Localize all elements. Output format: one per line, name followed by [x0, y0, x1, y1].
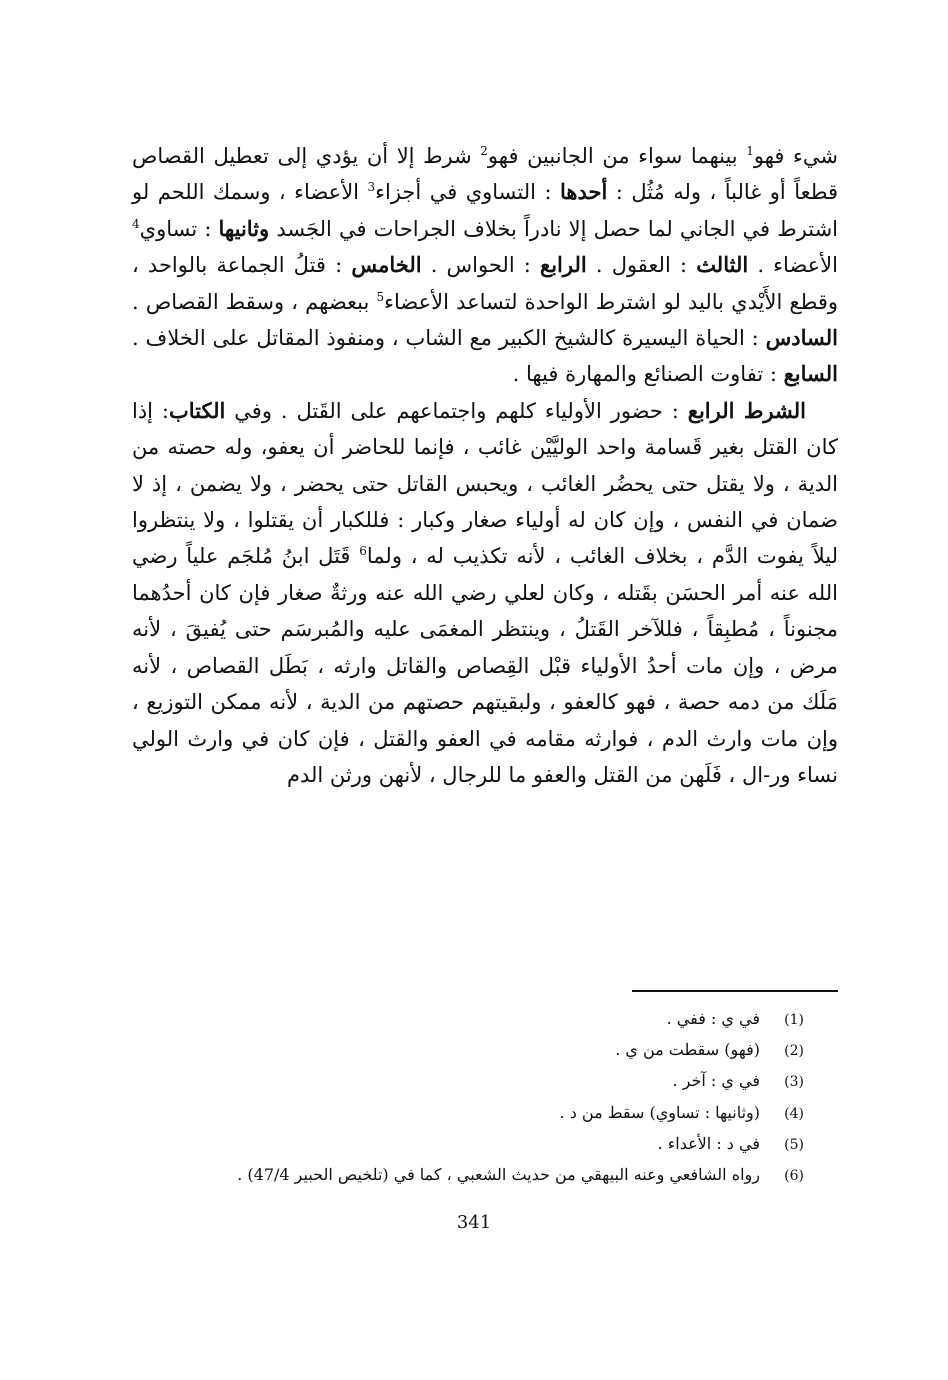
- text-run: شرط إلا أن يؤدي إلى تعطيل القصاص قطعاً أو غالباً ، وله مُثُل :: [132, 144, 838, 205]
- footnote-number: (4): [784, 1105, 804, 1122]
- footnote-number: (5): [784, 1136, 804, 1153]
- text-run: : إذا كان القتل بغير قَسامة واحد الوليَّيْن غائب ، فإنما للحاضر أن يعفو، وله حصته من الدية ، ولا يقتل حتى يحضُر الغائب ، ويحبس القاتل حتى يحضر ، ولا يضمن ، إذ لا ضمان في النفس ، وإن كان له أولياء صغار وكبار : فللكبار أن يقتلوا ، ولا ينتظروا ليلاً يفوت الدَّم ، بخلاف الغائب ، لأنه تكذيب له ، ولما: [132, 398, 839, 569]
- footnote-ref: 1: [746, 144, 754, 158]
- footnote-text: في د : الأعداء .: [657, 1133, 760, 1153]
- text-run: الأعضاء .: [748, 253, 838, 278]
- footnote-ref: 5: [376, 289, 385, 304]
- footnote-ref: 2: [480, 144, 488, 158]
- footnote-divider: [632, 990, 838, 992]
- text-run: : قتلُ الجماعة بالواحد ، وقطع الأَيْدي باليد لو اشترط الواحدة لتساعد الأعضاء: [132, 253, 838, 314]
- footnote-number: (3): [784, 1074, 804, 1091]
- section-heading: الشرط الرابع: [687, 397, 806, 423]
- bold-term: السادس: [765, 325, 838, 351]
- text-run: الأعضاء ، وسمك اللحم لو اشترط في الجاني لما حصل إلا نادراً بخلاف الجراحات في الجَسد: [132, 180, 839, 241]
- footnote-item: [132, 1129, 804, 1160]
- footnote-ref: 4: [132, 216, 140, 231]
- text-run: : الحواس .: [421, 253, 541, 278]
- bold-term: أحدها: [560, 179, 608, 205]
- footnote-text: في ي : آخر .: [672, 1071, 760, 1091]
- text-run: ببعضهم ، وسقط القصاص .: [132, 289, 377, 314]
- page-number: 341: [456, 1212, 492, 1233]
- footnote-number: (2): [784, 1043, 804, 1060]
- footnote-number: (1): [784, 1012, 804, 1028]
- bold-term: الثالث: [696, 252, 749, 278]
- bold-term: وثانيها: [218, 215, 270, 241]
- footnote-item: [132, 1004, 804, 1035]
- footnote-text: (وثانيها : تساوي) سقط من د .: [559, 1102, 760, 1122]
- footnote-ref: 3: [367, 180, 376, 195]
- text-run: شيء فهو: [753, 144, 838, 168]
- paragraph-1: [132, 138, 838, 393]
- text-run: : تساوي: [139, 216, 219, 241]
- footnote-number: (6): [784, 1168, 804, 1185]
- footnote-item: [132, 1066, 804, 1097]
- footnote-text: (فهو) سقطت من ي .: [615, 1040, 760, 1060]
- footnote-text: رواه الشافعي وعنه البيهقي من حديث الشعبي ، كما في (تلخيص الحبير 47/4) .: [237, 1165, 760, 1185]
- footnote-text: في ي : ففي .: [666, 1009, 760, 1028]
- text-run: : حضور الأولياء كلهم واجتماعهم على القَتل . وفي: [225, 398, 688, 423]
- footnote-item: [132, 1098, 804, 1129]
- text-run: : التساوي في أجزاء: [375, 180, 560, 205]
- bold-term: الكتاب: [169, 397, 226, 423]
- footnote-item: [132, 1035, 804, 1066]
- footnotes: [132, 1004, 804, 1191]
- text-run: قَتَل ابنُ مُلجَم علياً رضي الله عنه أمر الحسَن بقَتله ، وكان لعلي رضي الله عنه ورثةٌ صغار فإن كان أحدُهما مجنوناً ، مُطبِقاً ، فللآخر القَتلُ ، وينتظر المغمَى عليه والمُبرسَم حتى يُفيقَ ، لأنه مرض ، وإن مات أحدُ الأولياء قبْل القِصاص والقاتل وارثه ، بَطَل القصاص ، لأنه مَلَك من دمه حصة ، فهو كالعفو ، ولبقيتهم حصتهم من الدية ، لأنه ممكن التوزيع ، وإن مات وارث الدم ، فوارثه مقامه في العفو والقتل ، فإن كان في وارث الولي نساء ور-ال ، فَلَهن من القتل والعفو ما للرجال ، لأنهن ورثن الدم: [132, 544, 838, 787]
- text-run: : الحياة اليسيرة كالشيخ الكبير مع الشاب ، ومنفوذ المقاتل على الخلاف .: [132, 326, 766, 351]
- bold-term: الرابع: [540, 252, 587, 278]
- paragraph-2: [132, 393, 838, 793]
- bold-term: الخامس: [351, 252, 422, 278]
- footnote-item: [132, 1160, 804, 1191]
- text-run: : العقول .: [586, 253, 697, 278]
- footnote-ref: 6: [359, 544, 367, 559]
- text-run: : تفاوت الصنائع والمهارة فيها .: [512, 362, 784, 387]
- text-run: بينهما سواء من الجانبين فهو: [487, 144, 747, 168]
- main-text: [132, 138, 838, 793]
- bold-term: السابع: [783, 361, 838, 387]
